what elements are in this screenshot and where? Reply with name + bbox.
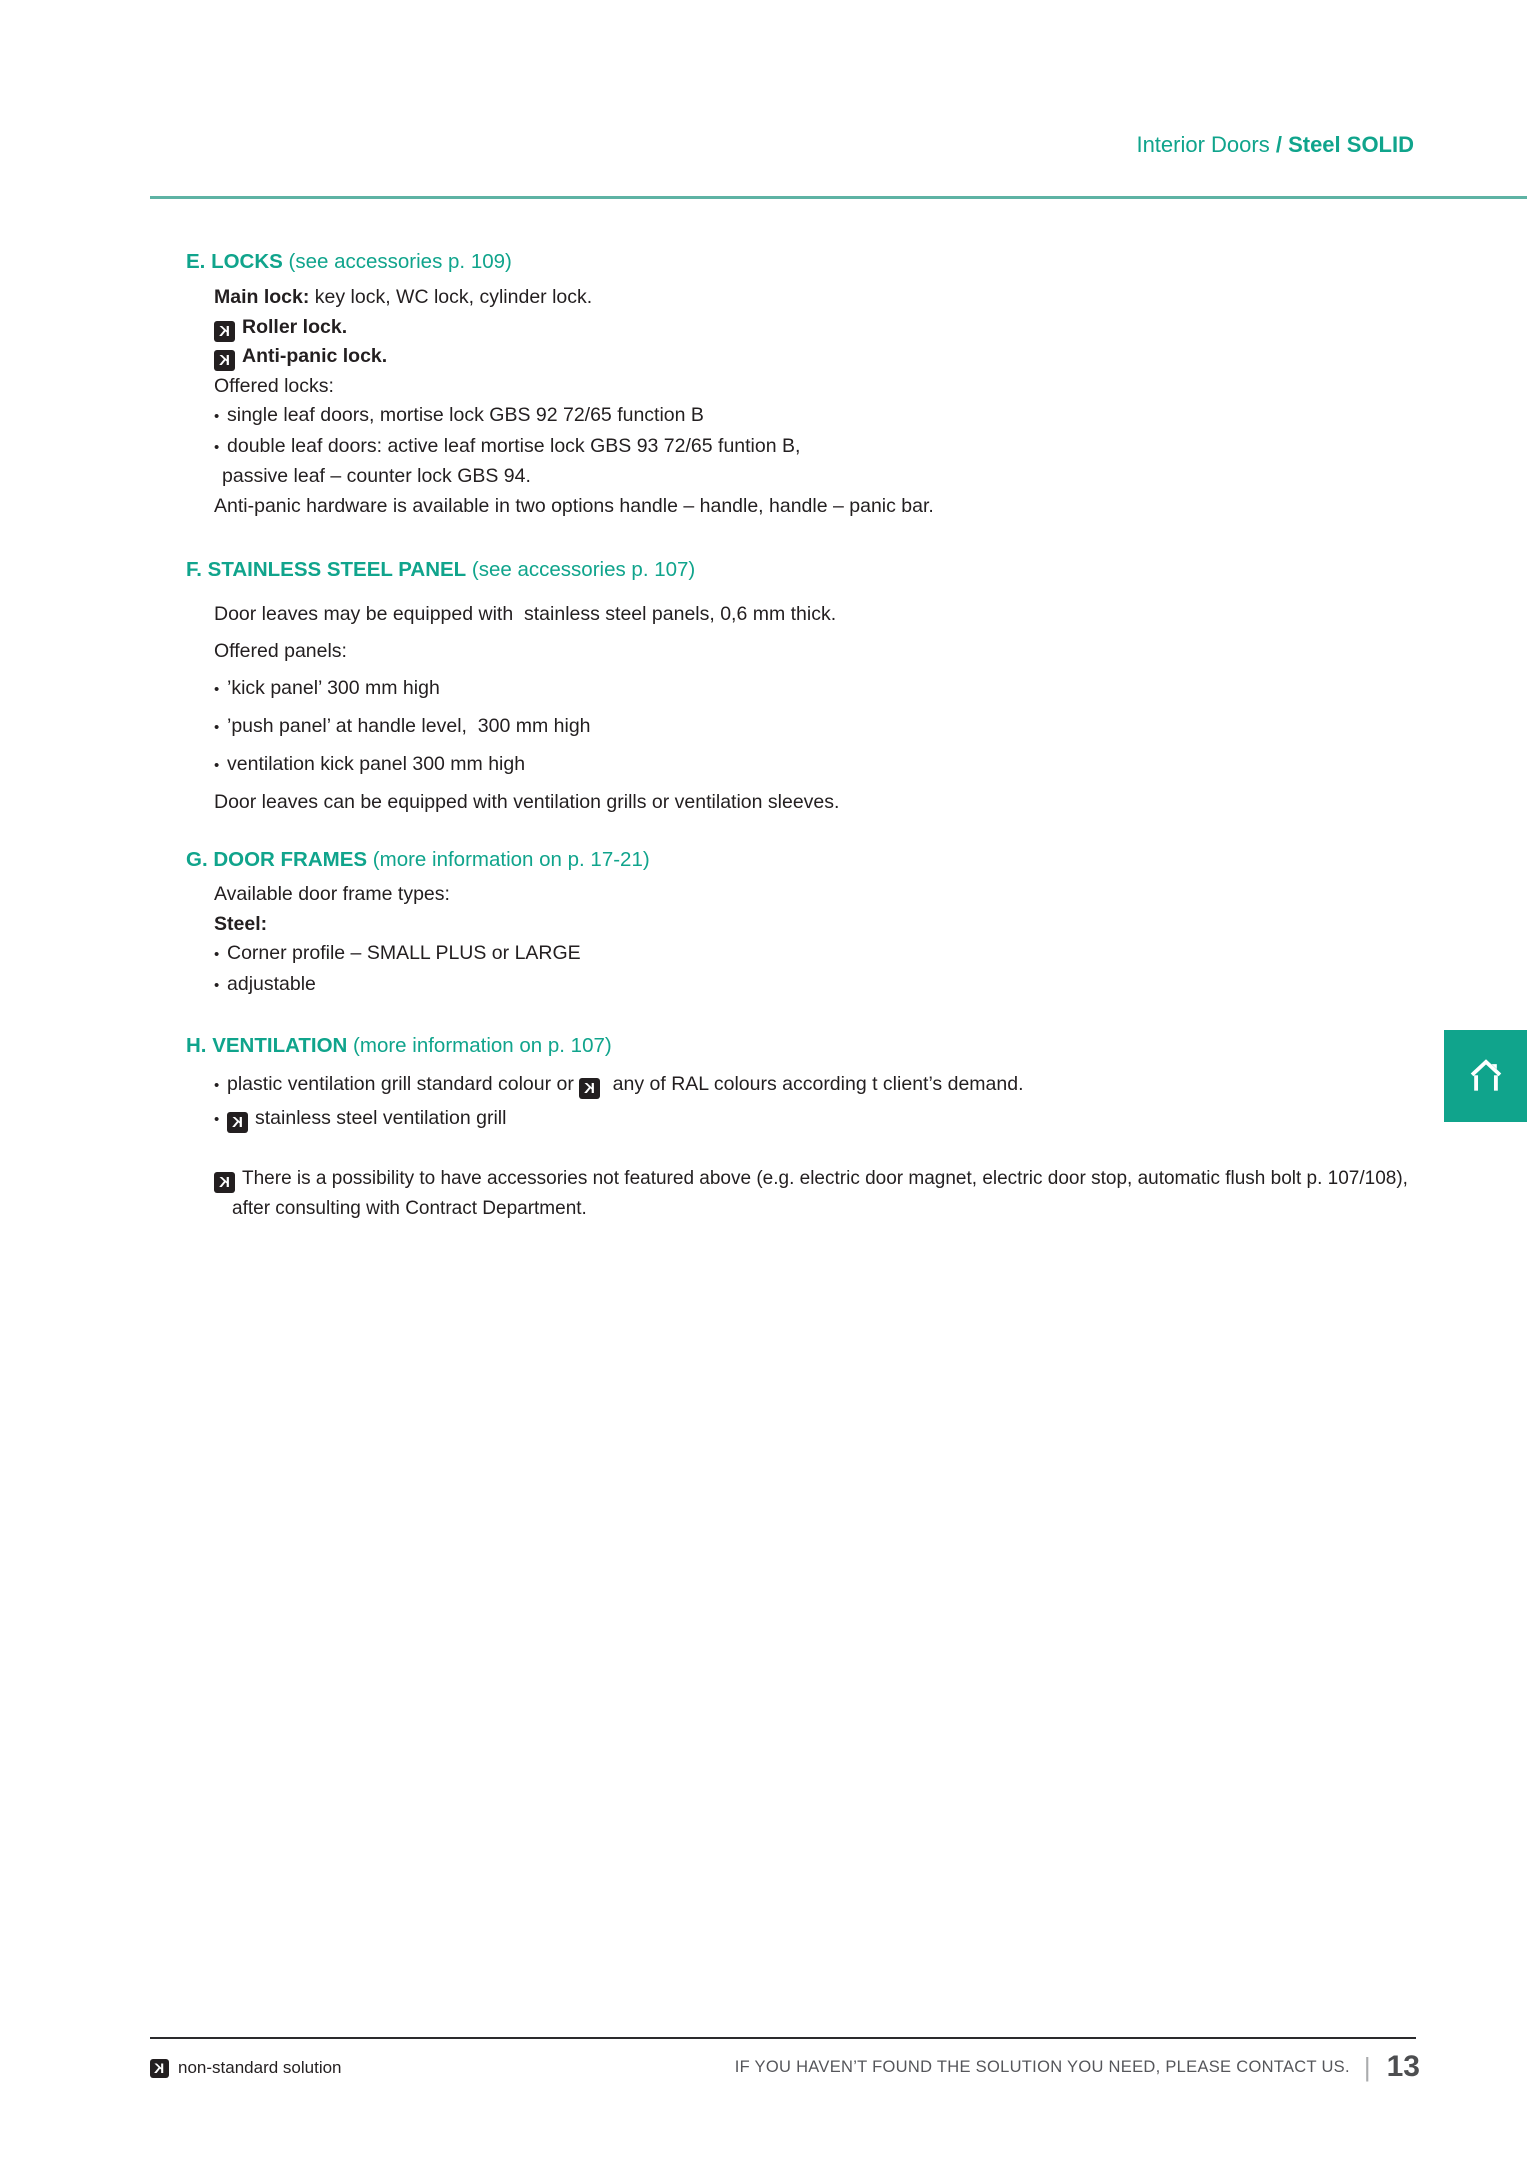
section-locks bbox=[186, 250, 1366, 521]
section-title-text: G. DOOR FRAMES bbox=[186, 848, 368, 871]
section-title-note: (see accessories p. 107) bbox=[466, 558, 696, 581]
bullet-marker: • bbox=[214, 681, 220, 698]
section-ventilation bbox=[186, 1034, 1366, 1136]
section-title-note: (more information on p. 17-21) bbox=[367, 848, 650, 871]
text-line: Door leaves may be equipped with stainless steel panels, 0,6 mm thick. bbox=[214, 603, 837, 625]
breadcrumb bbox=[1136, 132, 1414, 158]
text-line: Offered locks: bbox=[214, 374, 334, 397]
roller-lock-text: Roller lock. bbox=[242, 315, 348, 338]
k-icon: K bbox=[579, 1078, 600, 1099]
list-item: • ventilation kick panel 300 mm high bbox=[214, 746, 1366, 784]
k-icon: K bbox=[214, 321, 235, 342]
bullet-marker: • bbox=[214, 1077, 220, 1094]
footer-right bbox=[735, 2050, 1420, 2084]
bullet-marker: • bbox=[214, 408, 220, 425]
footer-legend bbox=[150, 2058, 342, 2078]
header-divider bbox=[150, 196, 1527, 199]
text-line bbox=[214, 313, 1366, 343]
list-item: • ’kick panel’ 300 mm high bbox=[214, 670, 1366, 708]
section-title-text: H. VENTILATION bbox=[186, 1034, 348, 1057]
section-stainless-panel-title bbox=[186, 558, 1366, 582]
list-item-continuation: passive leaf – counter lock GBS 94. bbox=[222, 465, 531, 487]
footer-separator: | bbox=[1363, 2051, 1371, 2082]
section-ventilation-title bbox=[186, 1034, 1366, 1058]
text-line: Door leaves can be equipped with ventilation grills or ventilation sleeves. bbox=[214, 791, 840, 813]
bullet-marker: • bbox=[214, 1111, 220, 1128]
bullet-marker: • bbox=[214, 719, 220, 736]
footer-contact-text: IF YOU HAVEN’T FOUND THE SOLUTION YOU NEED, PLEASE CONTACT US. bbox=[734, 2057, 1350, 2076]
text-line bbox=[214, 283, 1366, 313]
list-item: • ’push panel’ at handle level, 300 mm high bbox=[214, 708, 1366, 746]
list-item: • single leaf doors, mortise lock GBS 92 72/65 function B bbox=[214, 401, 1366, 432]
footnote bbox=[214, 1164, 1414, 1223]
list-item: • plastic ventilation grill standard colour or K any of RAL colours according t client’s demand. bbox=[214, 1068, 1366, 1102]
k-icon: K bbox=[214, 1172, 235, 1193]
footer-legend-text: non-standard solution bbox=[178, 2058, 342, 2077]
text-line: Available door frame types: bbox=[214, 883, 450, 905]
main-lock-label: Main lock: bbox=[214, 286, 310, 308]
section-title-note: (see accessories p. 109) bbox=[282, 250, 512, 273]
text-line bbox=[214, 342, 1366, 372]
bullet-marker: • bbox=[214, 946, 220, 963]
section-title-note: (more information on p. 107) bbox=[347, 1034, 612, 1057]
home-tab-button[interactable] bbox=[1444, 1030, 1527, 1122]
list-item: • Corner profile – SMALL PLUS or LARGE bbox=[214, 939, 1366, 970]
footnote-line: K There is a possibility to have accessories not featured above (e.g. electric door magnet, electric door stop, automatic flush bolt p. 107/108), bbox=[214, 1164, 1414, 1194]
section-stainless-panel bbox=[186, 558, 1366, 821]
page-number: 13 bbox=[1386, 2050, 1420, 2083]
breadcrumb-section: Interior Doors bbox=[1136, 132, 1276, 157]
anti-panic-lock-text: Anti-panic lock. bbox=[242, 345, 388, 367]
list-item: • adjustable bbox=[214, 970, 1366, 1001]
home-icon bbox=[1464, 1054, 1508, 1098]
section-door-frames-title bbox=[186, 848, 1366, 872]
k-icon: K bbox=[227, 1112, 248, 1133]
bullet-marker: • bbox=[214, 976, 220, 994]
k-icon: K bbox=[150, 2059, 169, 2078]
bullet-marker: • bbox=[214, 438, 220, 456]
footer-divider bbox=[150, 2037, 1416, 2039]
section-door-frames bbox=[186, 848, 1366, 1000]
list-item: • double leaf doors: active leaf mortise lock GBS 93 72/65 funtion B, bbox=[214, 432, 1366, 463]
main-lock-text: key lock, WC lock, cylinder lock. bbox=[309, 286, 593, 308]
text-line: Offered panels: bbox=[214, 640, 347, 662]
breadcrumb-product: / Steel SOLID bbox=[1275, 132, 1414, 157]
section-title-text: F. STAINLESS STEEL PANEL bbox=[186, 558, 467, 581]
bullet-marker: • bbox=[214, 757, 220, 774]
text-line: Steel: bbox=[214, 912, 268, 935]
text-line: Anti-panic hardware is available in two options handle – handle, handle – panic bar. bbox=[214, 494, 934, 517]
footnote-line: after consulting with Contract Department. bbox=[232, 1197, 587, 1219]
k-icon: K bbox=[214, 350, 235, 371]
section-locks-title bbox=[186, 250, 1366, 274]
section-title-text: E. LOCKS bbox=[186, 250, 283, 273]
list-item: • K stainless steel ventilation grill bbox=[214, 1102, 1366, 1136]
